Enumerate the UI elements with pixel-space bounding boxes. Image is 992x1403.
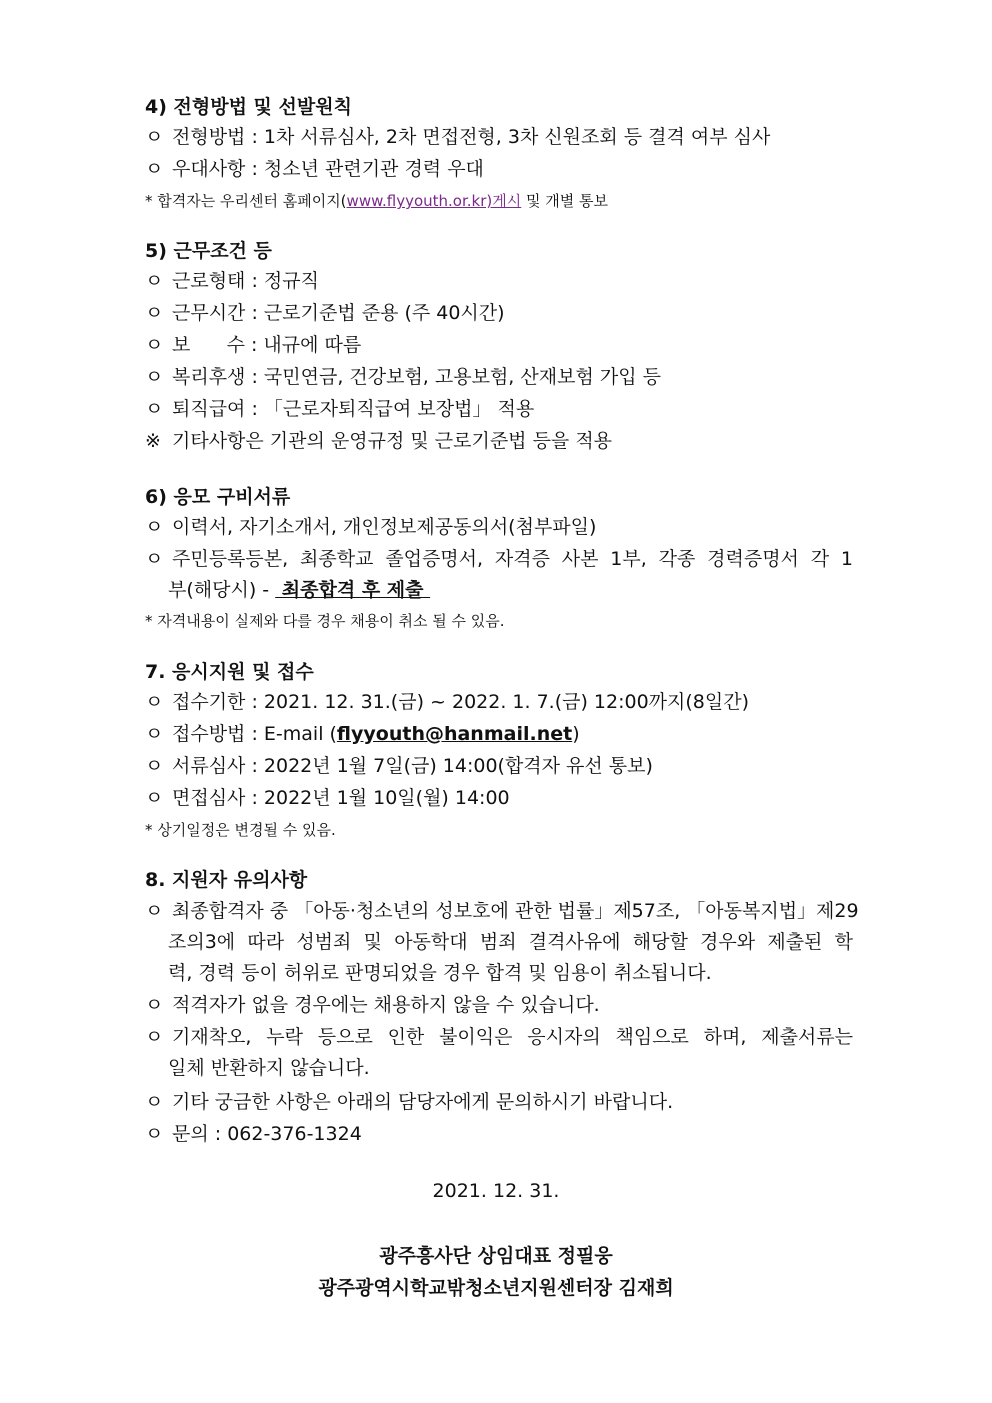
section-8-title: 8. 지원자 유의사항 [145, 869, 308, 891]
bullet-icon: ㅇ [145, 900, 164, 922]
bullet-icon: ㅇ [145, 994, 164, 1016]
list-item-continuation: 조의3에 따라 성범죄 및 아동학대 범죄 결격사유에 해당할 경우와 제출된 학 [168, 931, 853, 953]
bullet-icon: ㅇ [145, 366, 164, 388]
list-item: ㅇ 문의 : 062-376-1324 [145, 1123, 362, 1145]
list-item: ㅇ 적격자가 없을 경우에는 채용하지 않을 수 있습니다. [145, 994, 600, 1016]
list-item: ㅇ 복리후생 : 국민연금, 건강보험, 고용보험, 산재보험 가입 등 [145, 366, 661, 388]
section-5-title: 5) 근무조건 등 [145, 240, 272, 262]
email-link[interactable]: flyyouth@hanmail.net [336, 723, 573, 745]
list-item: ㅇ 이력서, 자기소개서, 개인정보제공동의서(첨부파일) [145, 516, 597, 538]
bullet-icon: ㅇ [145, 548, 164, 570]
list-item: ㅇ 근로형태 : 정규직 [145, 270, 319, 292]
list-item-continuation: 부(해당시) - 최종합격 후 제출 [168, 579, 431, 601]
list-item: ㅇ 퇴직급여 : 「근로자퇴직급여 보장법」 적용 [145, 398, 535, 420]
bullet-icon: ㅇ [145, 126, 164, 148]
bullet-icon: ㅇ [145, 723, 164, 745]
note: * 합격자는 우리센터 홈페이지(www.flyyouth.or.kr)게시 및 개별 통보 [145, 192, 608, 210]
list-item: ㅇ 근무시간 : 근로기준법 준용 (주 40시간) [145, 302, 505, 324]
bullet-icon: ㅇ [145, 334, 164, 356]
homepage-link[interactable]: www.flyyouth.or.kr)게시 [346, 192, 522, 210]
signer-2: 광주광역시학교밖청소년지원센터장 김재희 [318, 1277, 674, 1299]
section-4-title: 4) 전형방법 및 선발원칙 [145, 96, 352, 118]
list-item: ㅇ 접수방법 : E-mail (flyyouth@hanmail.net) [145, 723, 580, 745]
list-item: ㅇ 면접심사 : 2022년 1월 10일(월) 14:00 [145, 787, 510, 809]
bullet-icon: ㅇ [145, 1123, 164, 1145]
section-7-title: 7. 응시지원 및 접수 [145, 661, 314, 683]
list-item: ㅇ 전형방법 : 1차 서류심사, 2차 면접전형, 3차 신원조회 등 결격 여부 심사 [145, 126, 771, 148]
list-item: ㅇ 접수기한 : 2021. 12. 31.(금) ~ 2022. 1. 7.(금) 12:00까지(8일간) [145, 691, 750, 713]
list-item: ㅇ 주민등록등본, 최종학교 졸업증명서, 자격증 사본 1부, 각종 경력증명서 각 1 [145, 548, 853, 570]
list-item-continuation: 일체 반환하지 않습니다. [168, 1057, 370, 1079]
document-date: 2021. 12. 31. [432, 1180, 560, 1202]
reference-mark-icon: ※ [145, 430, 161, 452]
list-item: ㅇ 기재착오, 누락 등으로 인한 불이익은 응시자의 책임으로 하며, 제출서류는 [145, 1026, 853, 1048]
section-6-title: 6) 응모 구비서류 [145, 486, 291, 508]
note: * 자격내용이 실제와 다를 경우 채용이 취소 될 수 있음. [145, 612, 505, 630]
signer-1: 광주흥사단 상임대표 정필웅 [379, 1245, 613, 1267]
bullet-icon: ㅇ [145, 755, 164, 777]
bullet-icon: ㅇ [145, 1026, 164, 1048]
list-item: ㅇ 기타 궁금한 사항은 아래의 담당자에게 문의하시기 바랍니다. [145, 1091, 674, 1113]
bullet-icon: ㅇ [145, 398, 164, 420]
note: * 상기일정은 변경될 수 있음. [145, 821, 336, 839]
final-submission-text: 최종합격 후 제출 [275, 579, 431, 601]
bullet-icon: ㅇ [145, 1091, 164, 1113]
bullet-icon: ㅇ [145, 691, 164, 713]
bullet-icon: ㅇ [145, 158, 164, 180]
list-item: ㅇ 서류심사 : 2022년 1월 7일(금) 14:00(합격자 유선 통보) [145, 755, 653, 777]
reference-note: ※ 기타사항은 기관의 운영규정 및 근로기준법 등을 적용 [145, 430, 613, 452]
bullet-icon: ㅇ [145, 302, 164, 324]
list-item-continuation: 력, 경력 등이 허위로 판명되었을 경우 합격 및 임용이 취소됩니다. [168, 962, 712, 984]
bullet-icon: ㅇ [145, 787, 164, 809]
bullet-icon: ㅇ [145, 270, 164, 292]
list-item: ㅇ 보 수 : 내규에 따름 [145, 334, 362, 356]
bullet-icon: ㅇ [145, 516, 164, 538]
list-item: ㅇ 우대사항 : 청소년 관련기관 경력 우대 [145, 158, 484, 180]
list-item: ㅇ 최종합격자 중 「아동·청소년의 성보호에 관한 법률」제57조, 「아동복지법」제29 [145, 900, 859, 922]
